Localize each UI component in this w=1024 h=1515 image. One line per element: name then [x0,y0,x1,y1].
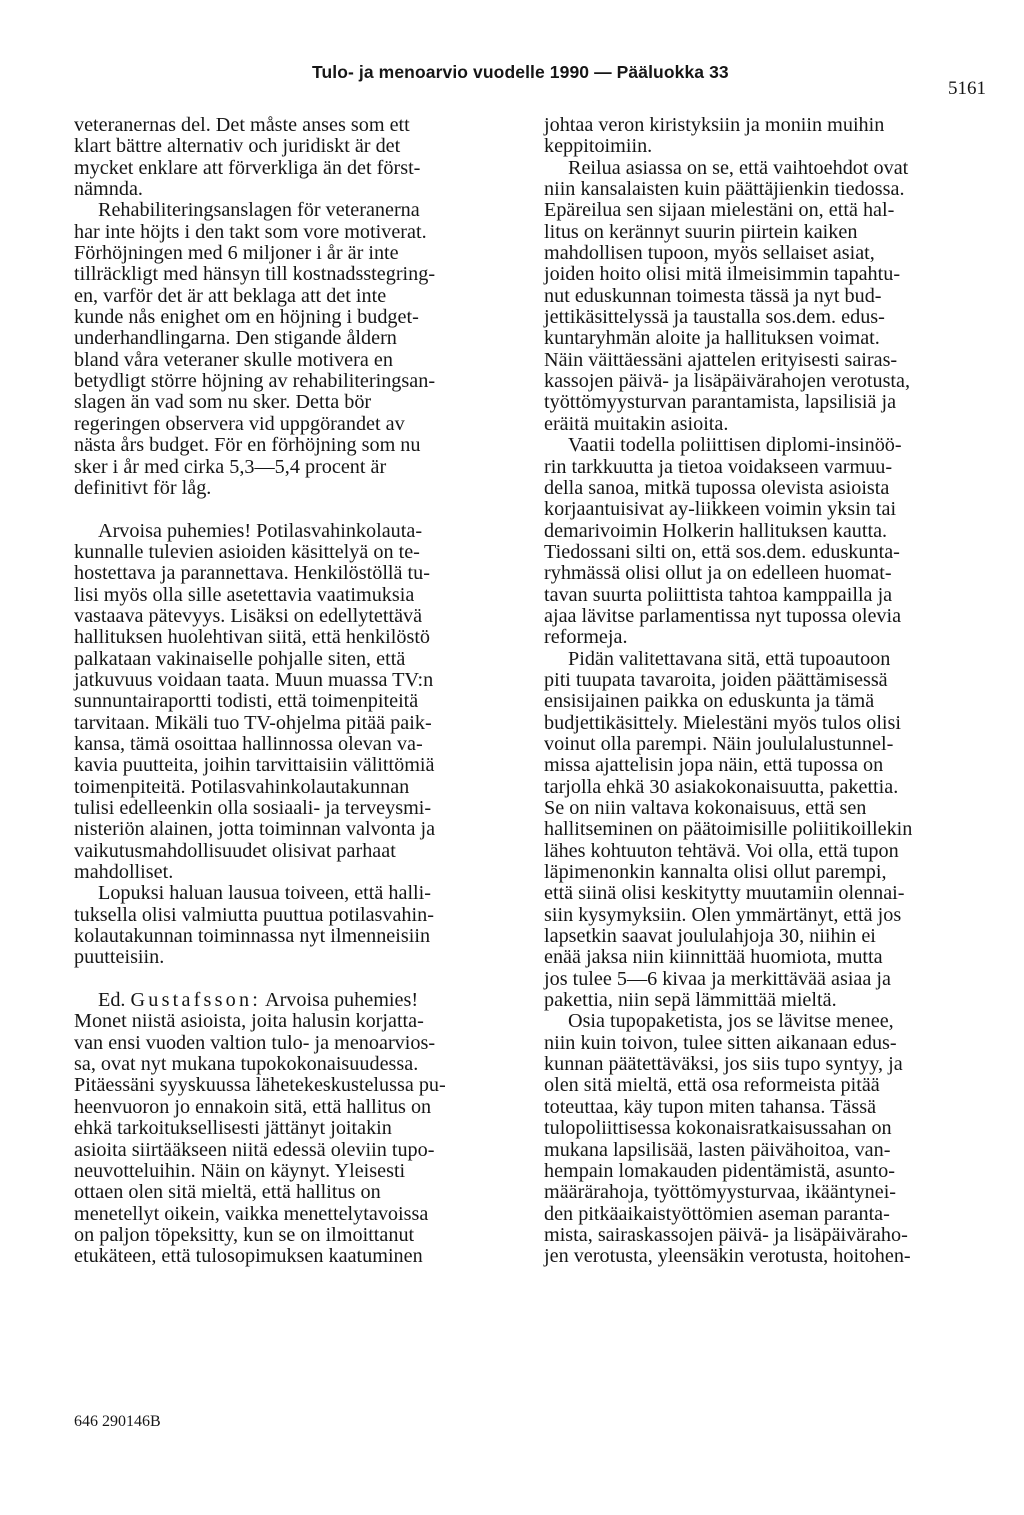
left-column [74,115,516,1268]
text-line: kuntaryhmän aloite ja hallituksen voimat. [544,327,880,350]
text-line: litus on kerännyt suurin piirtein kaiken [544,220,858,243]
text-line: reformeja. [544,626,628,649]
text-line: läpimenonkin kannalta olisi ollut parempi, [544,861,887,884]
text-line: määrärahoja, työttömyysturvaa, ikääntynei- [544,1181,897,1204]
text-line: toteuttaa, käy tupon miten tahansa. Tässä [544,1095,877,1118]
text-line: korjaantuisivat ay-liikkeen voimin yksin tai [544,498,897,521]
text-line: piti tuupata tavaroita, joiden päättämisessä [544,668,888,691]
text-line: niin kuin toivon, tulee sitten aikanaan edus- [544,1031,897,1054]
text-line: mukana lapsilisää, lasten päivähoitoa, van- [544,1138,891,1161]
text-line: mahdollisen tupoon, myös sellaiset asiat, [544,242,875,265]
text-line: toimenpiteitä. Potilasvahinkolautakunnan [74,775,410,798]
text-line: Rehabiliteringsanslagen för veteranerna [98,199,420,222]
text-line: Näin väittäessäni ajattelen erityisesti sairas- [544,348,898,371]
text-line: lapsetkin saavat joululahjoja 30, niihin ei [544,925,876,948]
speaker-name: Gustafsson: [130,989,262,1012]
text-line: bland våra veteraner skulle motivera en [74,348,393,371]
text-line: nisteriön alainen, jotta toiminnan valvonta ja [74,818,436,841]
text-line: ryhmässä olisi ollut ja on edelleen huomat- [544,562,892,585]
text-line: mahdolliset. [74,861,174,884]
text-line: kassojen päivä- ja lisäpäivärahojen verotusta, [544,370,911,393]
text-line: joiden hoito olisi mitä ilmeisimmin tapahtu- [544,263,901,286]
text-line: nut eduskunnan toimesta tässä ja nyt bud- [544,284,882,307]
text-line: Pitäessäni syyskuussa lähetekeskustelussa pu- [74,1074,446,1097]
text-line: demarivoimin Holkerin hallituksen kautta. [544,519,888,542]
text-line: siin kysymyksiin. Olen ymmärtänyt, että jos [544,903,902,926]
text-line: lisi myös olla sille asetettavia vaatimuksia [74,583,415,606]
text-line: ehkä tarkoituksellisesti jättänyt joitakin [74,1117,392,1140]
running-head: Tulo- ja menoarvio vuodelle 1990 — Pääluokka 33 [312,62,729,82]
text-line: asioita siirtääkseen niitä edessä oleviin tupo- [74,1138,435,1161]
text-line: hostettava ja parannettava. Henkilöstöllä tu- [74,562,430,585]
text-line: sunnuntairaportti todisti, että toimenpiteitä [74,690,419,713]
text-line: rin tarkkuutta ja tietoa voidakseen varmuu- [544,455,893,478]
text-line: hallitseminen on päätoimisille poliitikoillekin [544,818,913,841]
text-line: etukäteen, että tulosopimuksen kaatuminen [74,1245,423,1268]
text-line: tavan suurta poliittista tahtoa kamppailla ja [544,583,893,606]
text-line: ajaa lävitse parlamentissa nyt tupossa olevia [544,604,902,627]
text-line: nästa års budget. För en förhöjning som nu [74,434,421,457]
speaker-line [74,990,516,1011]
speech-opening: Arvoisa puhemies! [265,989,419,1012]
paragraph-gap [74,499,516,520]
text-line: hempain lomakauden pidentämistä, asunto- [544,1159,895,1182]
text-line: ottaen olen sitä mieltä, että hallitus on [74,1181,381,1204]
text-line: Pidän valitettavana sitä, että tupoautoon [568,647,891,670]
text-line: Se on niin valtava kokonaisuus, että sen [544,797,867,819]
text-line: sa, ovat nyt mukana tupokokonaisuudessa. [74,1053,419,1076]
text-line: enää jaksa niin kiinnittää huomiota, mutta [544,946,883,969]
text-line: neuvotteluihin. Näin on käynyt. Yleisesti [74,1159,406,1182]
text-line: heenvuoron jo ennakoin sitä, että hallitus on [74,1095,432,1118]
text-line: kunde nås enighet om en höjning i budget- [74,306,419,329]
text-line: Reilua asiassa on se, että vaihtoehdot ovat [568,156,909,179]
right-column [544,115,1000,1268]
text-line: hallituksen huolehtivan siitä, että henkilöstö [74,626,431,649]
text-line: puutteisiin. [74,946,165,969]
text-line: johtaa veron kiristyksiin ja moniin muihin [544,114,885,136]
text-line: mycket enklare att förverkliga än det först- [74,156,421,179]
text-line: van ensi vuoden valtion tulo- ja menoarvios- [74,1031,436,1054]
text-line: tillräckligt med hänsyn till kostnadsstegring- [74,263,436,286]
text-line: Lopuksi haluan lausua toiveen, että halli- [98,882,431,905]
text-line: että siinä olisi keskitytty muutamiin olennai- [544,882,905,905]
text-line: palkataan vakinaiselle pohjalle siten, että [74,647,406,670]
text-line: Förhöjningen med 6 miljoner i år är inte [74,242,399,265]
text-line: tarjolla ehkä 30 asiakokonaisuutta, pakettia. [544,775,899,798]
text-line: tulisi edelleenkin olla sosiaali- ja terveysmi- [74,797,432,819]
text-line: työttömyysturvan parantamista, lapsilisiä ja [544,391,897,414]
text-line: pakettia, niin sepä lämmittää mieltä. [544,989,837,1012]
text-line: jos tulee 5—6 kivaa ja merkittävää asiaa ja [544,967,891,990]
text-line: della sanoa, mitkä tupossa olevista asioista [544,476,890,499]
text-line: kunnalle tulevien asioiden käsittelyä on te- [74,540,420,563]
text-line: keppitoimiin. [544,135,653,158]
text-line: veteranernas del. Det måste anses som ett [74,114,410,136]
text-line: slagen än vad som nu sker. Detta bör [74,391,372,414]
paragraph-gap [74,969,516,990]
text-line: klart bättre alternativ och juridiskt är det [74,135,401,158]
text-line: Osia tupopaketista, jos se lävitse menee, [568,1010,894,1033]
text-line: kansa, tämä osoittaa hallinnossa olevan va- [74,732,423,755]
text-line: kunnan päätettäväksi, jos siis tupo syntyy, ja [544,1053,903,1076]
text-line: Tiedossani silti on, että sos.dem. eduskunta- [544,540,900,563]
text-line: Epäreilua sen sijaan mielestäni on, että hal- [544,199,895,222]
text-line: mista, sairaskassojen päivä- ja lisäpäiväraho- [544,1223,908,1246]
text-line: underhandlingarna. Den stigande åldern [74,327,397,350]
text-line: Vaatii todella poliittisen diplomi-insinöö- [568,434,902,457]
text-line: budjettikäsittely. Mielestäni myös tulos olisi [544,711,901,734]
text-line: vastaava pätevyys. Lisäksi on edellytettävä [74,604,423,627]
text-line: ensisijainen paikka on eduskunta ja tämä [544,690,875,713]
text-line: Monet niistä asioista, joita halusin korjatta- [74,1010,424,1033]
text-line: vaikutusmahdollisuudet olisivat parhaat [74,839,396,862]
text-line: olen sitä mieltä, että osa reformeista pitää [544,1074,880,1097]
page-number: 5161 [948,78,986,99]
text-line: niin kansalaisten kuin päättäjienkin tiedossa. [544,178,905,201]
text-line: en, varför det är att beklaga att det inte [74,284,387,307]
text-line: Arvoisa puhemies! Potilasvahinkolauta- [98,519,423,542]
text-line: eräitä muitakin asioita. [544,412,729,435]
text-line: jatkuvuus voidaan taata. Muun muassa TV:n [74,668,434,691]
text-line: betydligt större höjning av rehabiliteringsan- [74,370,436,393]
text-line: tarvitaan. Mikäli tuo TV-ohjelma pitää paik- [74,711,432,734]
text-line: jettikäsittelyssä ja taustalla sos.dem. edus- [544,306,885,329]
text-line: den pitkäaikaistyöttömien aseman paranta- [544,1202,890,1225]
text-line: har inte höjts i den takt som vore motiverat. [74,220,427,243]
text-line: sker i år med cirka 5,3—5,4 procent är [74,455,387,478]
text-line: on paljon töpeksitty, kun se on ilmoittanut [74,1223,415,1246]
text-line: definitivt för låg. [74,476,212,499]
text-line: tuksella olisi valmiutta puuttua potilasvahin- [74,903,434,926]
text-line: tulopoliittisessa kokonaisratkaisussahan on [544,1117,892,1140]
speaker-title: Ed. [98,989,126,1012]
text-line: kavia puutteita, joihin tarvittaisiin välittömiä [74,754,435,777]
text-line: lähes kohtuuton tehtävä. Voi olla, että tupon [544,839,899,862]
text-line: kolautakunnan toiminnassa nyt ilmenneisiin [74,925,431,948]
text-line: jen verotusta, yleensäkin verotusta, hoitohen- [544,1245,911,1268]
text-line: menetellyt oikein, vaikka menettelytavoissa [74,1202,429,1225]
text-line: voinut olla parempi. Näin joululalustunnel- [544,732,894,755]
text-line: nämnda. [74,178,143,201]
text-line: regeringen observera vid uppgörandet av [74,412,405,435]
text-line: missa ajattelisin jopa näin, että tupossa on [544,754,884,777]
print-code: 646 290146B [74,1413,161,1430]
